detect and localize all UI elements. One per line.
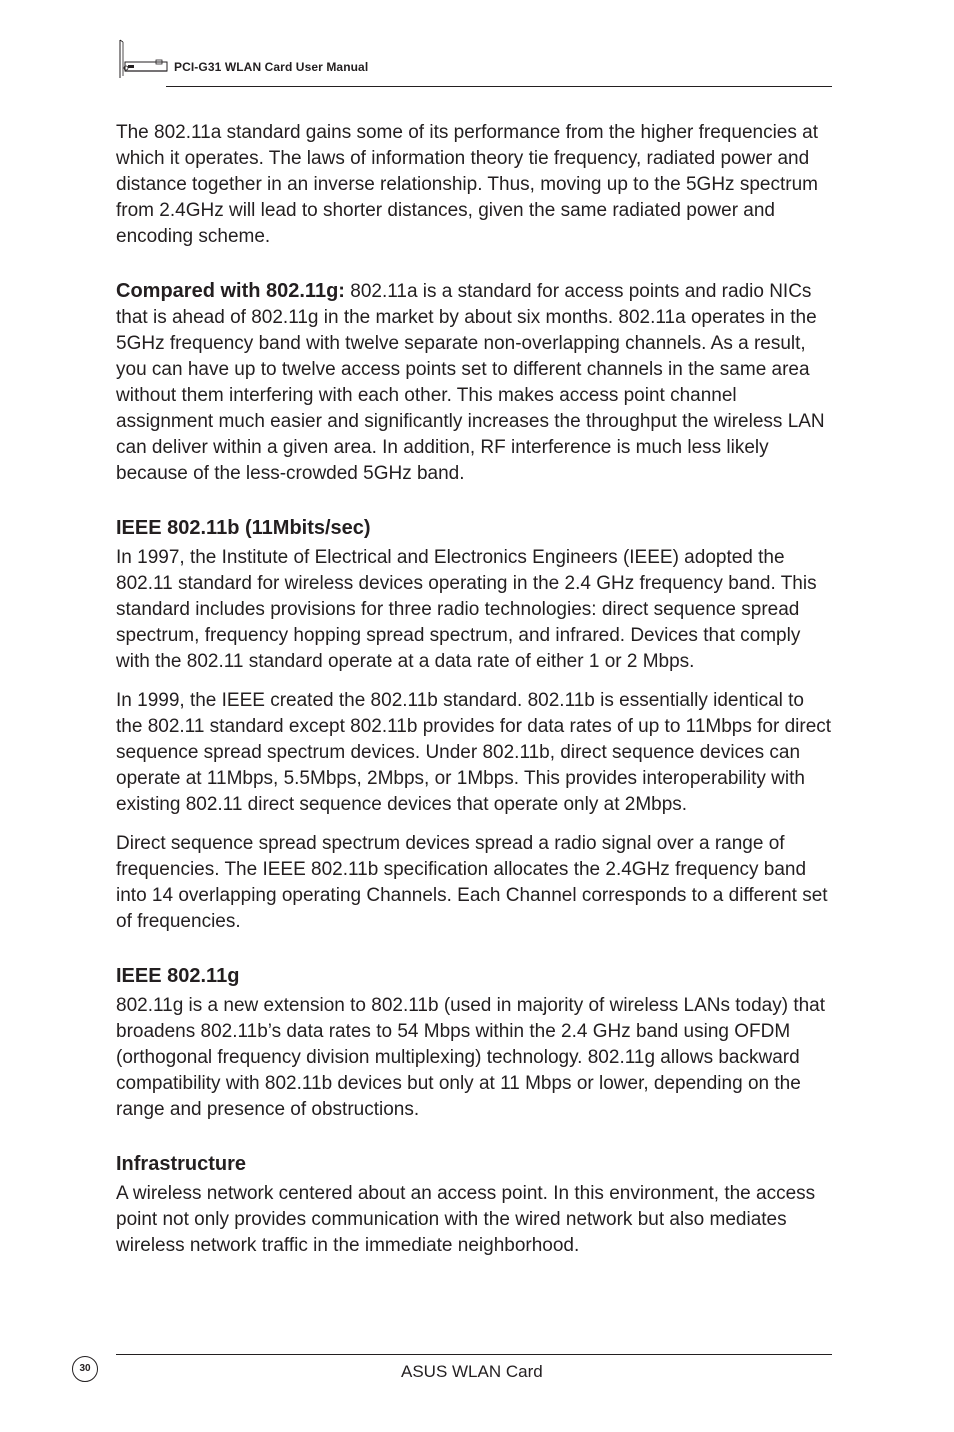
document-title: PCI-G31 WLAN Card User Manual (174, 60, 369, 74)
page-content (116, 120, 834, 1272)
comparison-paragraph (116, 278, 834, 487)
comparison-text: 802.11a is a standard for access points and radio NICs that is ahead of 802.11g in the market by about six months. 802.11a operates in the 5GHz frequency band with twelve separate non-overlapping channels. As a result, you can have up to twelve access points set to different channels in the same area without them interfering with each other. This makes access point channel assignment much easier and significantly increases the throughput the wireless LAN can deliver within a given area. In addition, RF interference is much less likely because of the less-crowded 5GHz band. (116, 281, 825, 484)
footer-label: ASUS WLAN Card (401, 1362, 543, 1381)
header-divider (166, 86, 832, 87)
footer-divider (116, 1354, 832, 1355)
paragraph-80211g-1: 802.11g is a new extension to 802.11b (used in majority of wireless LANs today) that broadens 802.11b’s data rates to 54 Mbps within the 2.4 GHz band using OFDM (orthogonal frequency division multiplexing) technology. 802.11g allows backward compatibility with 802.11b devices but only at 11 Mbps or lower, depending on the range and presence of obstructions. (116, 995, 826, 1120)
paragraph-80211b-1: In 1997, the Institute of Electrical and Electronics Engineers (IEEE) adopted the 802.11 standard for wireless devices operating in the 2.4 GHz frequency band. This standard includes provisions for three radio technologies: direct sequence spread spectrum, frequency hopping spread spectrum, and infrared. Devices that comply with the 802.11 standard operate at a data rate of either 1 or 2 Mbps. (116, 547, 817, 672)
section-heading-80211g: IEEE 802.11g (116, 965, 240, 987)
wlan-card-icon (116, 38, 172, 82)
intro-paragraph: The 802.11a standard gains some of its performance from the higher frequencies at which it operates. The laws of information theory tie frequency, radiated power and distance together in an inverse relationship. Thus, moving up to the 5GHz spectrum from 2.4GHz will lead to shorter distances, given the same radiated power and encoding scheme. (116, 122, 818, 247)
page-number: 30 (72, 1356, 98, 1382)
section-heading-80211b: IEEE 802.11b (11Mbits/sec) (116, 517, 371, 539)
comparison-heading: Compared with 802.11g: (116, 280, 345, 302)
page-header (116, 38, 832, 88)
paragraph-80211b-3: Direct sequence spread spectrum devices spread a radio signal over a range of frequencies. The IEEE 802.11b specification allocates the 2.4GHz frequency band into 14 overlapping operating Channels. Each Channel corresponds to a different set of frequencies. (116, 833, 828, 932)
section-heading-infrastructure: Infrastructure (116, 1153, 247, 1175)
paragraph-80211b-2: In 1999, the IEEE created the 802.11b standard. 802.11b is essentially identical to the 802.11 standard except 802.11b provides for data rates of up to 11Mbps for direct sequence spread spectrum devices. Under 802.11b, direct sequence devices can operate at 11Mbps, 5.5Mbps, 2Mbps, or 1Mbps. This provides interoperability with existing 802.11 direct sequence devices that operate only at 2Mbps. (116, 690, 832, 815)
paragraph-infrastructure-1: A wireless network centered about an access point. In this environment, the access point not only provides communication with the wired network but also mediates wireless network traffic in the immediate neighborhood. (116, 1183, 816, 1256)
